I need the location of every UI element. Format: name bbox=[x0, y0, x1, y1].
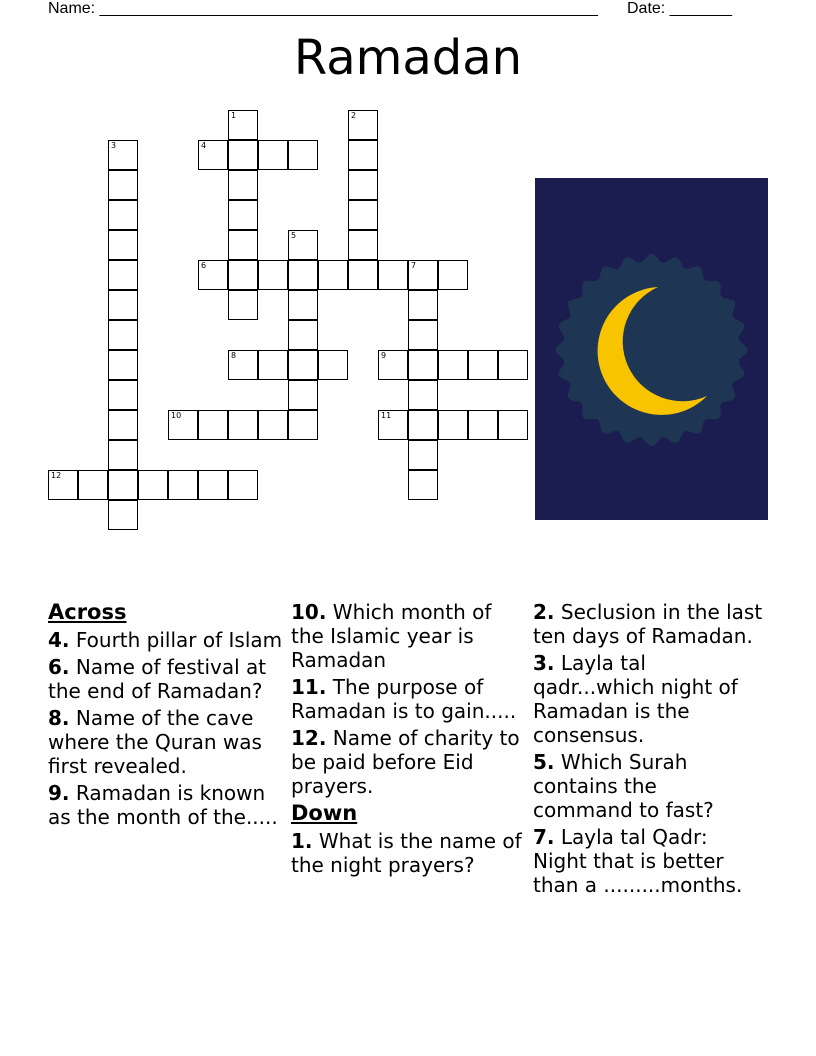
grid-cell[interactable] bbox=[108, 470, 138, 500]
grid-cell[interactable] bbox=[108, 440, 138, 470]
grid-cell[interactable] bbox=[288, 290, 318, 320]
grid-cell[interactable] bbox=[168, 470, 198, 500]
grid-cell[interactable] bbox=[408, 290, 438, 320]
clue-number: 3. bbox=[533, 651, 555, 675]
crescent-moon-illustration bbox=[535, 178, 768, 520]
grid-cell[interactable] bbox=[258, 140, 288, 170]
grid-cell[interactable] bbox=[288, 380, 318, 410]
grid-cell[interactable] bbox=[408, 320, 438, 350]
grid-cell[interactable] bbox=[408, 380, 438, 410]
grid-cell[interactable] bbox=[258, 410, 288, 440]
clue-across-6 bbox=[48, 655, 286, 703]
scalloped-badge bbox=[556, 254, 748, 446]
grid-cell[interactable] bbox=[228, 110, 258, 140]
grid-cell[interactable] bbox=[198, 260, 228, 290]
clue-down-2 bbox=[533, 600, 763, 648]
grid-cell[interactable] bbox=[438, 350, 468, 380]
grid-cell[interactable] bbox=[318, 350, 348, 380]
grid-cell[interactable] bbox=[468, 350, 498, 380]
clue-number-label: 10 bbox=[171, 411, 182, 420]
clue-number-label: 2 bbox=[351, 111, 357, 120]
grid-cell[interactable] bbox=[108, 260, 138, 290]
clue-number-label: 12 bbox=[51, 471, 62, 480]
grid-cell[interactable] bbox=[48, 470, 78, 500]
grid-cell[interactable] bbox=[258, 260, 288, 290]
clue-column-2 bbox=[291, 600, 529, 880]
grid-cell[interactable] bbox=[168, 410, 198, 440]
grid-cell[interactable] bbox=[108, 200, 138, 230]
page-title: Ramadan bbox=[293, 30, 523, 86]
clue-number: 10. bbox=[291, 600, 327, 624]
clue-number: 2. bbox=[533, 600, 555, 624]
grid-cell[interactable] bbox=[288, 410, 318, 440]
grid-cell[interactable] bbox=[228, 470, 258, 500]
grid-cell[interactable] bbox=[348, 110, 378, 140]
grid-cell[interactable] bbox=[228, 140, 258, 170]
clue-down-1 bbox=[291, 829, 529, 877]
clue-text: Fourth pillar of Islam bbox=[75, 628, 283, 652]
clue-text: The purpose of Ramadan is to gain..... bbox=[291, 675, 517, 723]
clue-number-label: 1 bbox=[231, 111, 237, 120]
grid-cell[interactable] bbox=[108, 500, 138, 530]
clue-number-label: 4 bbox=[201, 141, 207, 150]
clue-number: 5. bbox=[533, 750, 555, 774]
grid-cell[interactable] bbox=[228, 170, 258, 200]
grid-cell[interactable] bbox=[288, 350, 318, 380]
clue-across-4 bbox=[48, 628, 286, 652]
clue-number: 6. bbox=[48, 655, 70, 679]
grid-cell[interactable] bbox=[108, 380, 138, 410]
down-heading: Down bbox=[291, 801, 358, 825]
clue-number: 8. bbox=[48, 706, 70, 730]
clue-text: Seclusion in the last ten days of Ramadan. bbox=[533, 600, 763, 648]
grid-cell[interactable] bbox=[108, 290, 138, 320]
date-field-label: Date: _______ bbox=[627, 0, 732, 17]
grid-cell[interactable] bbox=[108, 170, 138, 200]
clue-text: Layla tal Qadr: Night that is better than a .........months. bbox=[533, 825, 743, 897]
grid-cell[interactable] bbox=[348, 260, 378, 290]
clue-down-5 bbox=[533, 750, 763, 822]
grid-cell[interactable] bbox=[78, 470, 108, 500]
grid-cell[interactable] bbox=[288, 320, 318, 350]
clue-number: 4. bbox=[48, 628, 70, 652]
grid-cell[interactable] bbox=[228, 260, 258, 290]
clue-text: Which Surah contains the command to fast? bbox=[533, 750, 714, 822]
grid-cell[interactable] bbox=[348, 140, 378, 170]
grid-cell[interactable] bbox=[288, 140, 318, 170]
grid-cell[interactable] bbox=[348, 170, 378, 200]
clue-number-label: 5 bbox=[291, 231, 297, 240]
grid-cell[interactable] bbox=[438, 410, 468, 440]
grid-cell[interactable] bbox=[468, 410, 498, 440]
clue-across-11 bbox=[291, 675, 529, 723]
clue-number: 9. bbox=[48, 781, 70, 805]
clue-text: What is the name of the night prayers? bbox=[291, 829, 522, 877]
clue-number: 11. bbox=[291, 675, 327, 699]
clue-number-label: 7 bbox=[411, 261, 417, 270]
grid-cell[interactable] bbox=[438, 260, 468, 290]
grid-cell[interactable] bbox=[108, 140, 138, 170]
clue-across-10 bbox=[291, 600, 529, 672]
clue-text: Ramadan is known as the month of the..... bbox=[48, 781, 278, 829]
clue-text: Layla tal qadr...which night of Ramadan is the consensus. bbox=[533, 651, 738, 747]
grid-cell[interactable] bbox=[498, 350, 528, 380]
grid-cell[interactable] bbox=[198, 410, 228, 440]
clue-number-label: 11 bbox=[381, 411, 392, 420]
grid-cell[interactable] bbox=[228, 350, 258, 380]
grid-cell[interactable] bbox=[378, 410, 408, 440]
grid-cell[interactable] bbox=[198, 470, 228, 500]
clue-number-label: 3 bbox=[111, 141, 117, 150]
clue-number: 1. bbox=[291, 829, 313, 853]
grid-cell[interactable] bbox=[108, 230, 138, 260]
name-field-label: Name: ________________________________________________________ bbox=[48, 0, 598, 17]
grid-cell[interactable] bbox=[228, 290, 258, 320]
clue-down-3 bbox=[533, 651, 763, 747]
clue-number: 12. bbox=[291, 726, 327, 750]
grid-cell[interactable] bbox=[288, 230, 318, 260]
grid-cell[interactable] bbox=[348, 230, 378, 260]
across-heading: Across bbox=[48, 600, 127, 624]
clue-across-8 bbox=[48, 706, 286, 778]
grid-cell[interactable] bbox=[408, 410, 438, 440]
grid-cell[interactable] bbox=[288, 260, 318, 290]
grid-cell[interactable] bbox=[108, 350, 138, 380]
clue-text: Name of festival at the end of Ramadan? bbox=[48, 655, 267, 703]
clue-number-label: 6 bbox=[201, 261, 207, 270]
grid-cell[interactable] bbox=[378, 350, 408, 380]
grid-cell[interactable] bbox=[228, 410, 258, 440]
grid-cell[interactable] bbox=[258, 350, 288, 380]
clue-down-7 bbox=[533, 825, 763, 897]
clue-number-label: 8 bbox=[231, 351, 237, 360]
clue-column-1 bbox=[48, 600, 286, 832]
grid-cell[interactable] bbox=[408, 350, 438, 380]
grid-cell[interactable] bbox=[318, 260, 348, 290]
clue-across-9 bbox=[48, 781, 286, 829]
grid-cell[interactable] bbox=[198, 140, 228, 170]
grid-cell[interactable] bbox=[348, 200, 378, 230]
clue-across-12 bbox=[291, 726, 529, 798]
grid-cell[interactable] bbox=[138, 470, 168, 500]
grid-cell[interactable] bbox=[408, 260, 438, 290]
grid-cell[interactable] bbox=[498, 410, 528, 440]
grid-cell[interactable] bbox=[408, 440, 438, 470]
grid-cell[interactable] bbox=[108, 320, 138, 350]
grid-cell[interactable] bbox=[108, 410, 138, 440]
clue-column-3 bbox=[533, 600, 763, 900]
clue-text: Name of charity to be paid before Eid prayers. bbox=[291, 726, 520, 798]
clue-number-label: 9 bbox=[381, 351, 387, 360]
grid-cell[interactable] bbox=[228, 200, 258, 230]
grid-cell[interactable] bbox=[378, 260, 408, 290]
grid-cell[interactable] bbox=[228, 230, 258, 260]
clue-number: 7. bbox=[533, 825, 555, 849]
grid-cell[interactable] bbox=[408, 470, 438, 500]
clue-text: Which month of the Islamic year is Ramadan bbox=[291, 600, 492, 672]
clue-text: Name of the cave where the Quran was first revealed. bbox=[48, 706, 262, 778]
